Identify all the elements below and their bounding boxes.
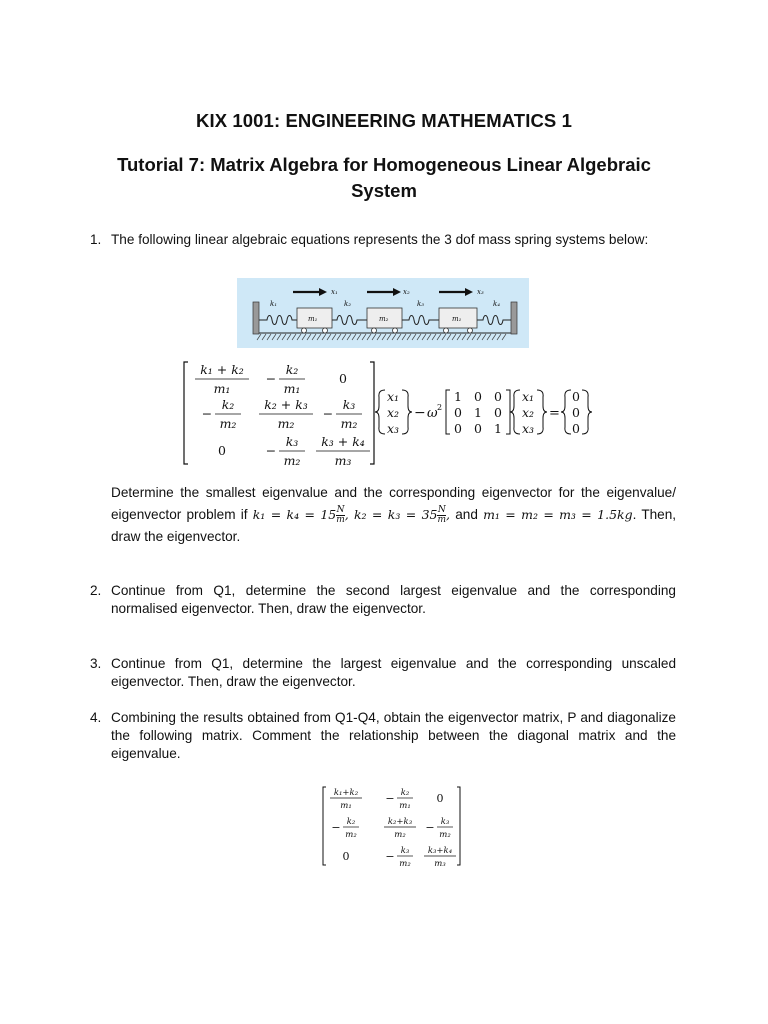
condition-m1-m2: m₁ = m₂ = — [483, 507, 554, 522]
vector-x-2 — [522, 389, 534, 436]
vector-entry: x₃ — [386, 421, 400, 436]
fraction-numerator: k₃ — [285, 434, 299, 449]
vector-entry: x₃ — [521, 421, 535, 436]
zero-entry: 0 — [572, 405, 580, 420]
fraction-numerator: k₁ + k₂ — [200, 362, 244, 377]
fraction-denominator: m₂ — [277, 416, 295, 431]
right-wall — [511, 302, 517, 334]
condition-m3: m₃ = 1.5kg — [559, 507, 633, 522]
identity-entry: 0 — [494, 405, 502, 420]
fraction-denominator: m₃ — [434, 859, 446, 868]
small-matrix — [318, 784, 468, 868]
x1-label: x₁ — [331, 288, 338, 296]
mass-spring-figure — [237, 278, 529, 348]
eigen-equation — [178, 357, 598, 469]
matrix-cell-zero: 0 — [218, 443, 226, 458]
fraction-numerator: k₂+k₃ — [387, 817, 413, 827]
vector-x-1 — [387, 389, 399, 436]
fraction-denominator: m₂ — [219, 416, 237, 431]
minus-sign: − — [425, 821, 435, 834]
fraction-denominator: m₁ — [213, 381, 231, 396]
question-text: Continue from Q1, determine the second largest eigenvalue and the corresponding normalised eigenvector. Then, draw the eigenvector. — [111, 583, 676, 616]
k2-label: k₂ — [344, 300, 352, 308]
matrix-k-over-m — [195, 362, 370, 468]
k3-label: k₃ — [417, 300, 425, 308]
fraction-numerator: k₃ + k₄ — [321, 434, 365, 449]
followup-lead: Determine the smallest eigenvalue and the corresponding eigenvector for the eigenvalue/ eigenvector problem if — [111, 485, 676, 522]
vector-entry: x₁ — [521, 389, 535, 404]
tutorial-title: Tutorial 7: Matrix Algebra for Homogeneous Linear Algebraic System — [117, 154, 651, 201]
identity-entry: 0 — [454, 421, 462, 436]
unit-n-per-m-1: $\frac{N}{m}$ — [336, 504, 345, 525]
followup-tail: . Then, draw the eigenvector. — [111, 507, 677, 544]
m2-label: m₂ — [379, 315, 389, 323]
identity-entry: 0 — [454, 405, 462, 420]
fraction-denominator: m₁ — [399, 801, 411, 811]
fraction-numerator: k₃ — [440, 817, 450, 827]
m1-label: m₁ — [308, 315, 318, 323]
zero-entry: 0 — [572, 389, 580, 404]
x2-label: x₂ — [403, 288, 410, 296]
course-title: KIX 1001: ENGINEERING MATHEMATICS 1 — [196, 110, 572, 131]
x3-label: x₃ — [477, 288, 484, 296]
question-text: Continue from Q1, determine the largest eigenvalue and the corresponding unscaled eigenvector. Then, draw the eigenvector. — [111, 656, 676, 689]
condition-k1-k4: k₁ = k₄ = 15 — [252, 507, 337, 522]
fraction-numerator: k₂ + k₃ — [264, 397, 308, 412]
fraction-denominator: m₂ — [394, 830, 406, 840]
fraction-numerator: k₂ — [285, 362, 299, 377]
question-number: 2. — [90, 583, 102, 598]
identity-matrix — [454, 389, 502, 436]
identity-entry: 1 — [474, 405, 482, 420]
zero-entry: 0 — [572, 421, 580, 436]
fraction-numerator: k₃ — [400, 846, 410, 856]
vector-entry: x₂ — [521, 405, 535, 420]
minus-sign: − — [265, 371, 277, 386]
fraction-denominator: m₁ — [340, 801, 352, 811]
fraction-denominator: m₂ — [439, 830, 451, 840]
fraction-numerator: k₃ — [342, 397, 356, 412]
omega-exponent: 2 — [437, 403, 443, 412]
question-1-followup: Determine the smallest eigenvalue and the corresponding eigenvector for the eigenvalue/ eigenvector problem if k₁ = k₄ = 15 $\frac{N}{m}$ , k₂ = k₃ = 35 $\frac{N}{m}$ , and m₁ = m₂ = m₃ = 1.5kg. Then, draw the eigenvector. — [111, 485, 677, 544]
minus-sign: − — [385, 792, 395, 805]
unit-n-per-m-2: $\frac{N}{m}$ — [437, 504, 447, 525]
matrix-cell-zero: 0 — [436, 792, 444, 805]
vector-entry: x₂ — [386, 405, 400, 420]
minus-sign: − — [322, 406, 334, 421]
minus-sign: − — [331, 821, 341, 834]
fraction-denominator: m₂ — [340, 416, 358, 431]
vector-entry: x₁ — [386, 389, 400, 404]
fraction-denominator: m₃ — [334, 453, 352, 468]
fraction-numerator: k₂ — [346, 817, 356, 827]
minus-sign: − — [414, 405, 426, 421]
question-number: 1. — [90, 232, 102, 247]
minus-sign: − — [385, 850, 395, 863]
minus-sign: − — [265, 443, 277, 458]
question-number: 3. — [90, 656, 102, 671]
question-number: 4. — [90, 710, 102, 725]
matrix-cell-zero: 0 — [342, 850, 350, 863]
fraction-numerator: k₁+k₂ — [333, 788, 359, 798]
question-text: The following linear algebraic equations represents the 3 dof mass spring systems below: — [111, 232, 649, 247]
matrix-cell-zero: 0 — [339, 371, 347, 386]
condition-k2-k3: k₂ = k₃ = 35 — [353, 507, 438, 522]
question-text: Combining the results obtained from Q1-Q4, obtain the eigenvector matrix, P and diagonalize the following matrix. Comment the relationship between the diagonal matrix and the eigenvalue. — [111, 710, 676, 761]
m3-label: m₁ — [452, 315, 462, 323]
identity-entry: 0 — [474, 389, 482, 404]
identity-entry: 0 — [474, 421, 482, 436]
k4-label: k₄ — [493, 300, 501, 308]
fraction-numerator: k₂ — [221, 397, 235, 412]
fraction-denominator: m₂ — [399, 859, 411, 868]
zero-vector — [572, 389, 580, 436]
omega-symbol: ω — [427, 406, 438, 421]
minus-sign: − — [201, 406, 213, 421]
and-word: and — [455, 507, 478, 522]
identity-entry: 0 — [494, 389, 502, 404]
fraction-denominator: m₂ — [283, 453, 301, 468]
fraction-numerator: k₂ — [400, 788, 410, 798]
fraction-denominator: m₂ — [345, 830, 357, 840]
equals-sign: = — [549, 406, 560, 421]
fraction-numerator: k₃+k₄ — [427, 846, 453, 856]
identity-entry: 1 — [494, 421, 502, 436]
identity-entry: 1 — [454, 389, 462, 404]
left-wall — [253, 302, 259, 334]
k1-label: k₁ — [270, 300, 278, 308]
fraction-denominator: m₁ — [283, 381, 301, 396]
